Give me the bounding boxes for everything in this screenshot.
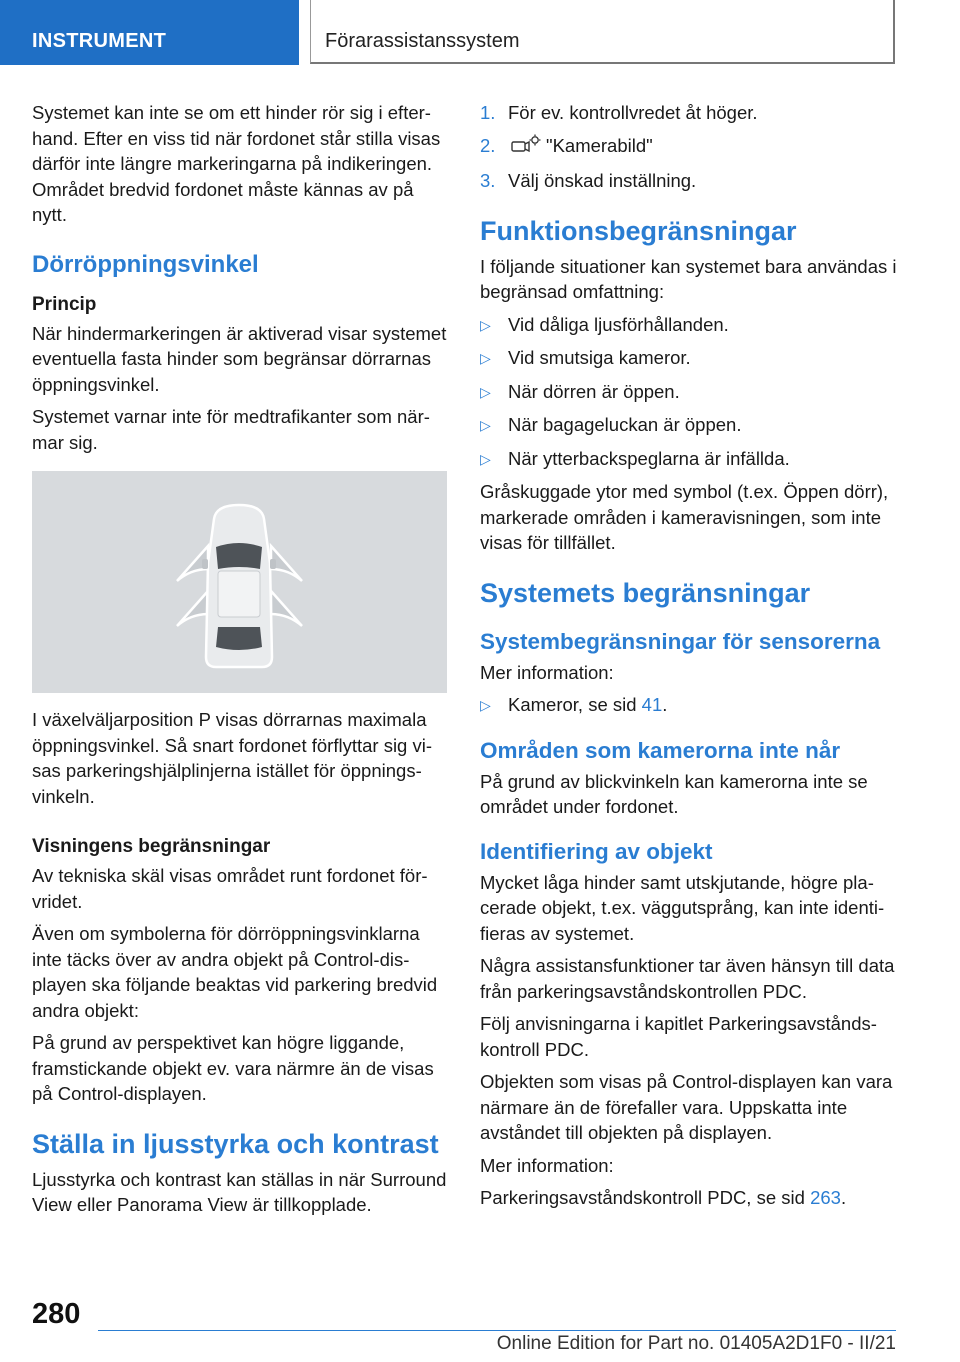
list-item-text: När dörren är öppen. [508,380,680,402]
sensor-limits-heading: Systembegränsningar för sensorerna [480,628,881,654]
step-item [480,168,900,194]
display-limits-heading: Visningens begränsningar [32,836,271,857]
list-item [480,312,900,339]
period: . [662,694,668,715]
principle-paragraph-2: Systemet varnar inte för medtrafikanter som närmar sig. [32,406,430,453]
list-item-text: När bagageluckan är öppen. [508,414,742,435]
list-item [480,446,900,473]
list-item-text: Vid smutsiga kameror. [508,347,691,368]
triangle-bullet-icon: ▷ [480,316,491,333]
principle-heading: Princip [32,293,97,315]
period: . [840,1187,847,1208]
step-text: "Kamerabild" [546,134,653,156]
chapter-header [310,0,895,64]
function-limits-paragraph: I följande situationer kan systemet bara användas i begränsad omfattning: [480,255,897,302]
step-number: 1. [480,102,496,123]
function-limits-paragraph-2: Gråskuggade ytor med symbol (t.ex. Öppen dörr), markerade områden i kameravisningen, som inte visas för tillfället. [480,481,889,553]
triangle-bullet-icon: ▷ [480,697,491,713]
car-icon [202,505,276,667]
intro-paragraph: Systemet kan inte se om ett hinder rör sig i efterhand. Efter en viss tid när fordonet står stilla visas därför inte längre markeringarna på indikeringen. Området bredvid fordonet måste kännas av på nytt. [32,102,441,225]
list-item [480,345,900,372]
pdc-page-link[interactable]: 263 [810,1187,841,1208]
more-info-label: Mer information: [480,1154,614,1176]
more-info-label: Mer information: [480,661,614,683]
camera-page-link[interactable]: 41 [641,694,663,715]
list-item-text: Vid dåliga ljusförhållanden. [508,313,729,335]
principle-paragraph-1: När hindermarkeringen är aktiverad visar systemet eventuella fasta hinder som begränsar dörrarnas öppningsvinkel. [32,322,447,395]
pdc-ref-text: Parkeringsavståndskontroll PDC, se sid [480,1187,811,1208]
gear-position-paragraph: I växelväljarposition P visas dörrarnas maximala öppningsvinkel. Så snart fordonet förflyttar sig visas parkeringshjälplinjerna istället för öppningsvinkeln. [32,709,433,807]
left-column [32,100,450,1225]
object-identification-paragraph-3: Följ anvisningarna i kapitlet Parkeringsavståndskontroll PDC. [480,1013,877,1060]
chapter-title: Förarassistanssystem [325,30,520,52]
object-identification-paragraph-4: Objekten som visas på Control-displayen kan vara närmare än de förefaller vara. Uppskatta inte avståndet till objekten på displayen. [480,1071,893,1143]
page-number: 280 [32,1298,81,1330]
triangle-bullet-icon: ▷ [480,417,491,433]
display-limits-paragraph-2: Även om symbolerna för dörröppningsvinklarna inte täcks över av andra objekt på Control-displayen ska följande beaktas vid parkering bredvid andra objekt: [32,923,438,1021]
triangle-bullet-icon: ▷ [480,383,491,400]
list-item [480,379,900,406]
object-identification-paragraph-2: Några assistansfunktioner tar även hänsyn till data från parkeringsavståndskontrollen PDC. [480,955,895,1002]
step-number: 3. [480,170,496,191]
list-item-text: När ytterbackspeglarna är infällda. [508,447,790,469]
triangle-bullet-icon: ▷ [480,350,491,366]
system-limits-heading: Systemets begränsningar [480,577,811,608]
list-item [480,412,900,439]
camera-settings-icon [508,133,546,162]
door-angle-heading: Dörröppningsvinkel [32,250,259,278]
display-limits-paragraph-1: Av tekniska skäl visas området runt fordonet förvridet. [32,865,428,912]
camera-blind-area-paragraph: På grund av blickvinkeln kan kamerorna inte se området under fordonet. [480,770,868,817]
footer-divider [98,1330,896,1331]
camera-ref-text: Kameror, se sid [508,694,642,715]
list-item [480,692,900,719]
pdc-reference [480,1185,900,1211]
step-text: Välj önskad inställning. [508,170,697,191]
section-label: INSTRUMENT [32,30,167,52]
step-item [480,100,900,126]
edition-footer: Online Edition for Part no. 01405A2D1F0 - II/21 [496,1333,896,1354]
list-item-text [508,692,667,718]
door-angle-illustration [32,471,447,693]
function-limits-heading: Funktionsbegränsningar [480,215,797,246]
object-identification-heading: Identifiering av objekt [480,838,713,864]
step-item [480,133,900,162]
right-column [480,100,900,1218]
camera-blind-area-heading: Områden som kamerorna inte når [480,737,841,763]
section-tab [0,0,299,65]
step-number: 2. [480,134,496,156]
step-text: För ev. kontrollvredet åt höger. [508,102,758,123]
brightness-heading: Ställa in ljusstyrka och kontrast [32,1128,439,1159]
brightness-paragraph: Ljusstyrka och kontrast kan ställas in när Surround View eller Panorama View är tillkopplade. [32,1168,447,1215]
triangle-bullet-icon: ▷ [480,450,491,467]
display-limits-paragraph-3: På grund av perspektivet kan högre liggande, framstickande objekt ev. vara närmre än de visas på Control-displayen. [32,1032,434,1104]
object-identification-paragraph-1: Mycket låga hinder samt utskjutande, högre placerade objekt, t.ex. väggutsprång, kan inte identifieras av systemet. [480,871,885,944]
